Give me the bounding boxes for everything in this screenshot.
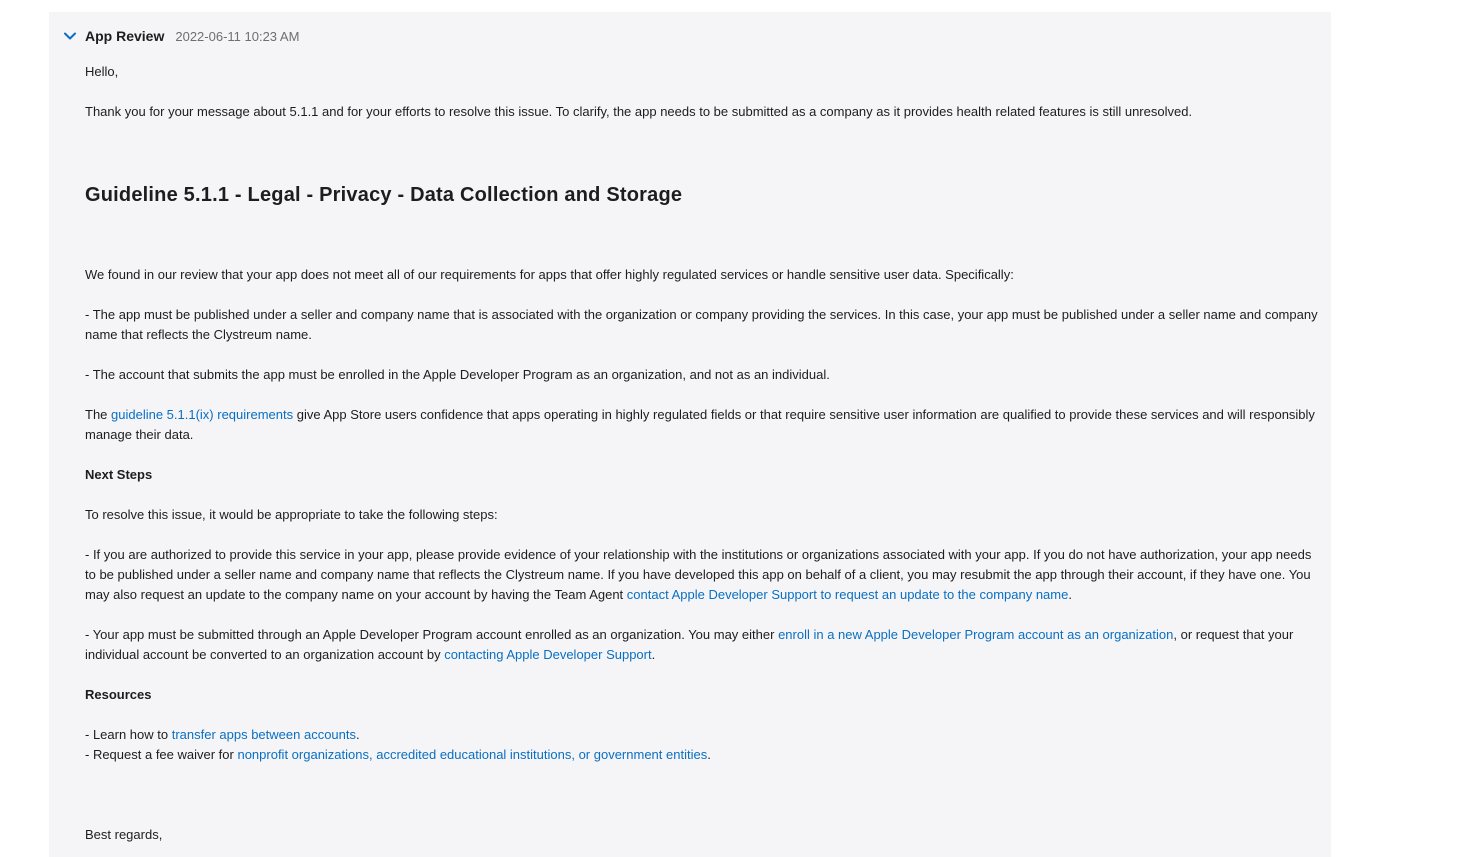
resource-1: - Learn how to transfer apps between accounts. (85, 727, 360, 742)
fee-waiver-link[interactable]: nonprofit organizations, accredited educational institutions, or government entities (237, 747, 708, 762)
greeting: Hello, (85, 64, 119, 79)
contact-support-company-name-link[interactable]: contact Apple Developer Support to request an update to the company name (626, 587, 1069, 602)
resource-2: - Request a fee waiver for nonprofit organizations, accredited educational institutions, or government entities. (85, 747, 711, 762)
transfer-apps-link[interactable]: transfer apps between accounts (171, 727, 356, 742)
signoff: Best regards, (85, 827, 163, 842)
requirement-2: - The account that submits the app must be enrolled in the Apple Developer Program as an organization, and not as an individual. (85, 367, 830, 382)
message-body (85, 62, 1321, 845)
message-timestamp: 2022-06-11 10:23 AM (175, 28, 300, 44)
requirement-1: - The app must be published under a seller and company name that is associated with the organization or company providing the services. In this case, your app must be published under a seller name and company name that reflects the Clystreum name. (85, 307, 1318, 342)
guideline-requirements-link[interactable]: guideline 5.1.1(ix) requirements (111, 407, 294, 422)
step-2: - Your app must be submitted through an Apple Developer Program account enrolled as an organization. You may either enroll in a new Apple Developer Program account as an organization, or request that your individual account be converted to an organization account by contacting Apple Developer Support. (85, 627, 1294, 662)
chevron-down-icon[interactable] (63, 29, 77, 43)
guideline-paragraph: The guideline 5.1.1(ix) requirements give App Store users confidence that apps operating in highly regulated fields or that require sensitive user information are qualified to provide these services and will responsibly manage their data. (85, 407, 1315, 442)
intro-paragraph: Thank you for your message about 5.1.1 and for your efforts to resolve this issue. To clarify, the app needs to be submitted as a company as it provides health related features is still unresolved. (85, 104, 1193, 119)
contacting-support-link[interactable]: contacting Apple Developer Support (444, 647, 652, 662)
step-1: - If you are authorized to provide this service in your app, please provide evidence of your relationship with the institutions or organizations associated with your app. If you do not have authorization, your app needs to be published under a seller name and company name that reflects the Clystreum name. If you have developed this app on behalf of a client, you may resubmit the app through their account, if they have one. You may also request an update to the company name on your account by having the Team Agent contact Apple Developer Support to request an update to the company name. (85, 547, 1312, 602)
enroll-organization-link[interactable]: enroll in a new Apple Developer Program account as an organization (778, 627, 1174, 642)
resources-title: Resources (85, 687, 152, 702)
next-steps-title: Next Steps (85, 467, 153, 482)
sender-name: App Review (85, 28, 165, 44)
message-panel (49, 12, 1331, 857)
message-header (63, 26, 299, 46)
next-steps-intro: To resolve this issue, it would be appropriate to take the following steps: (85, 507, 498, 522)
found-paragraph: We found in our review that your app does not meet all of our requirements for apps that offer highly regulated services or handle sensitive user data. Specifically: (85, 267, 1014, 282)
guideline-heading: Guideline 5.1.1 - Legal - Privacy - Data Collection and Storage (85, 184, 683, 206)
